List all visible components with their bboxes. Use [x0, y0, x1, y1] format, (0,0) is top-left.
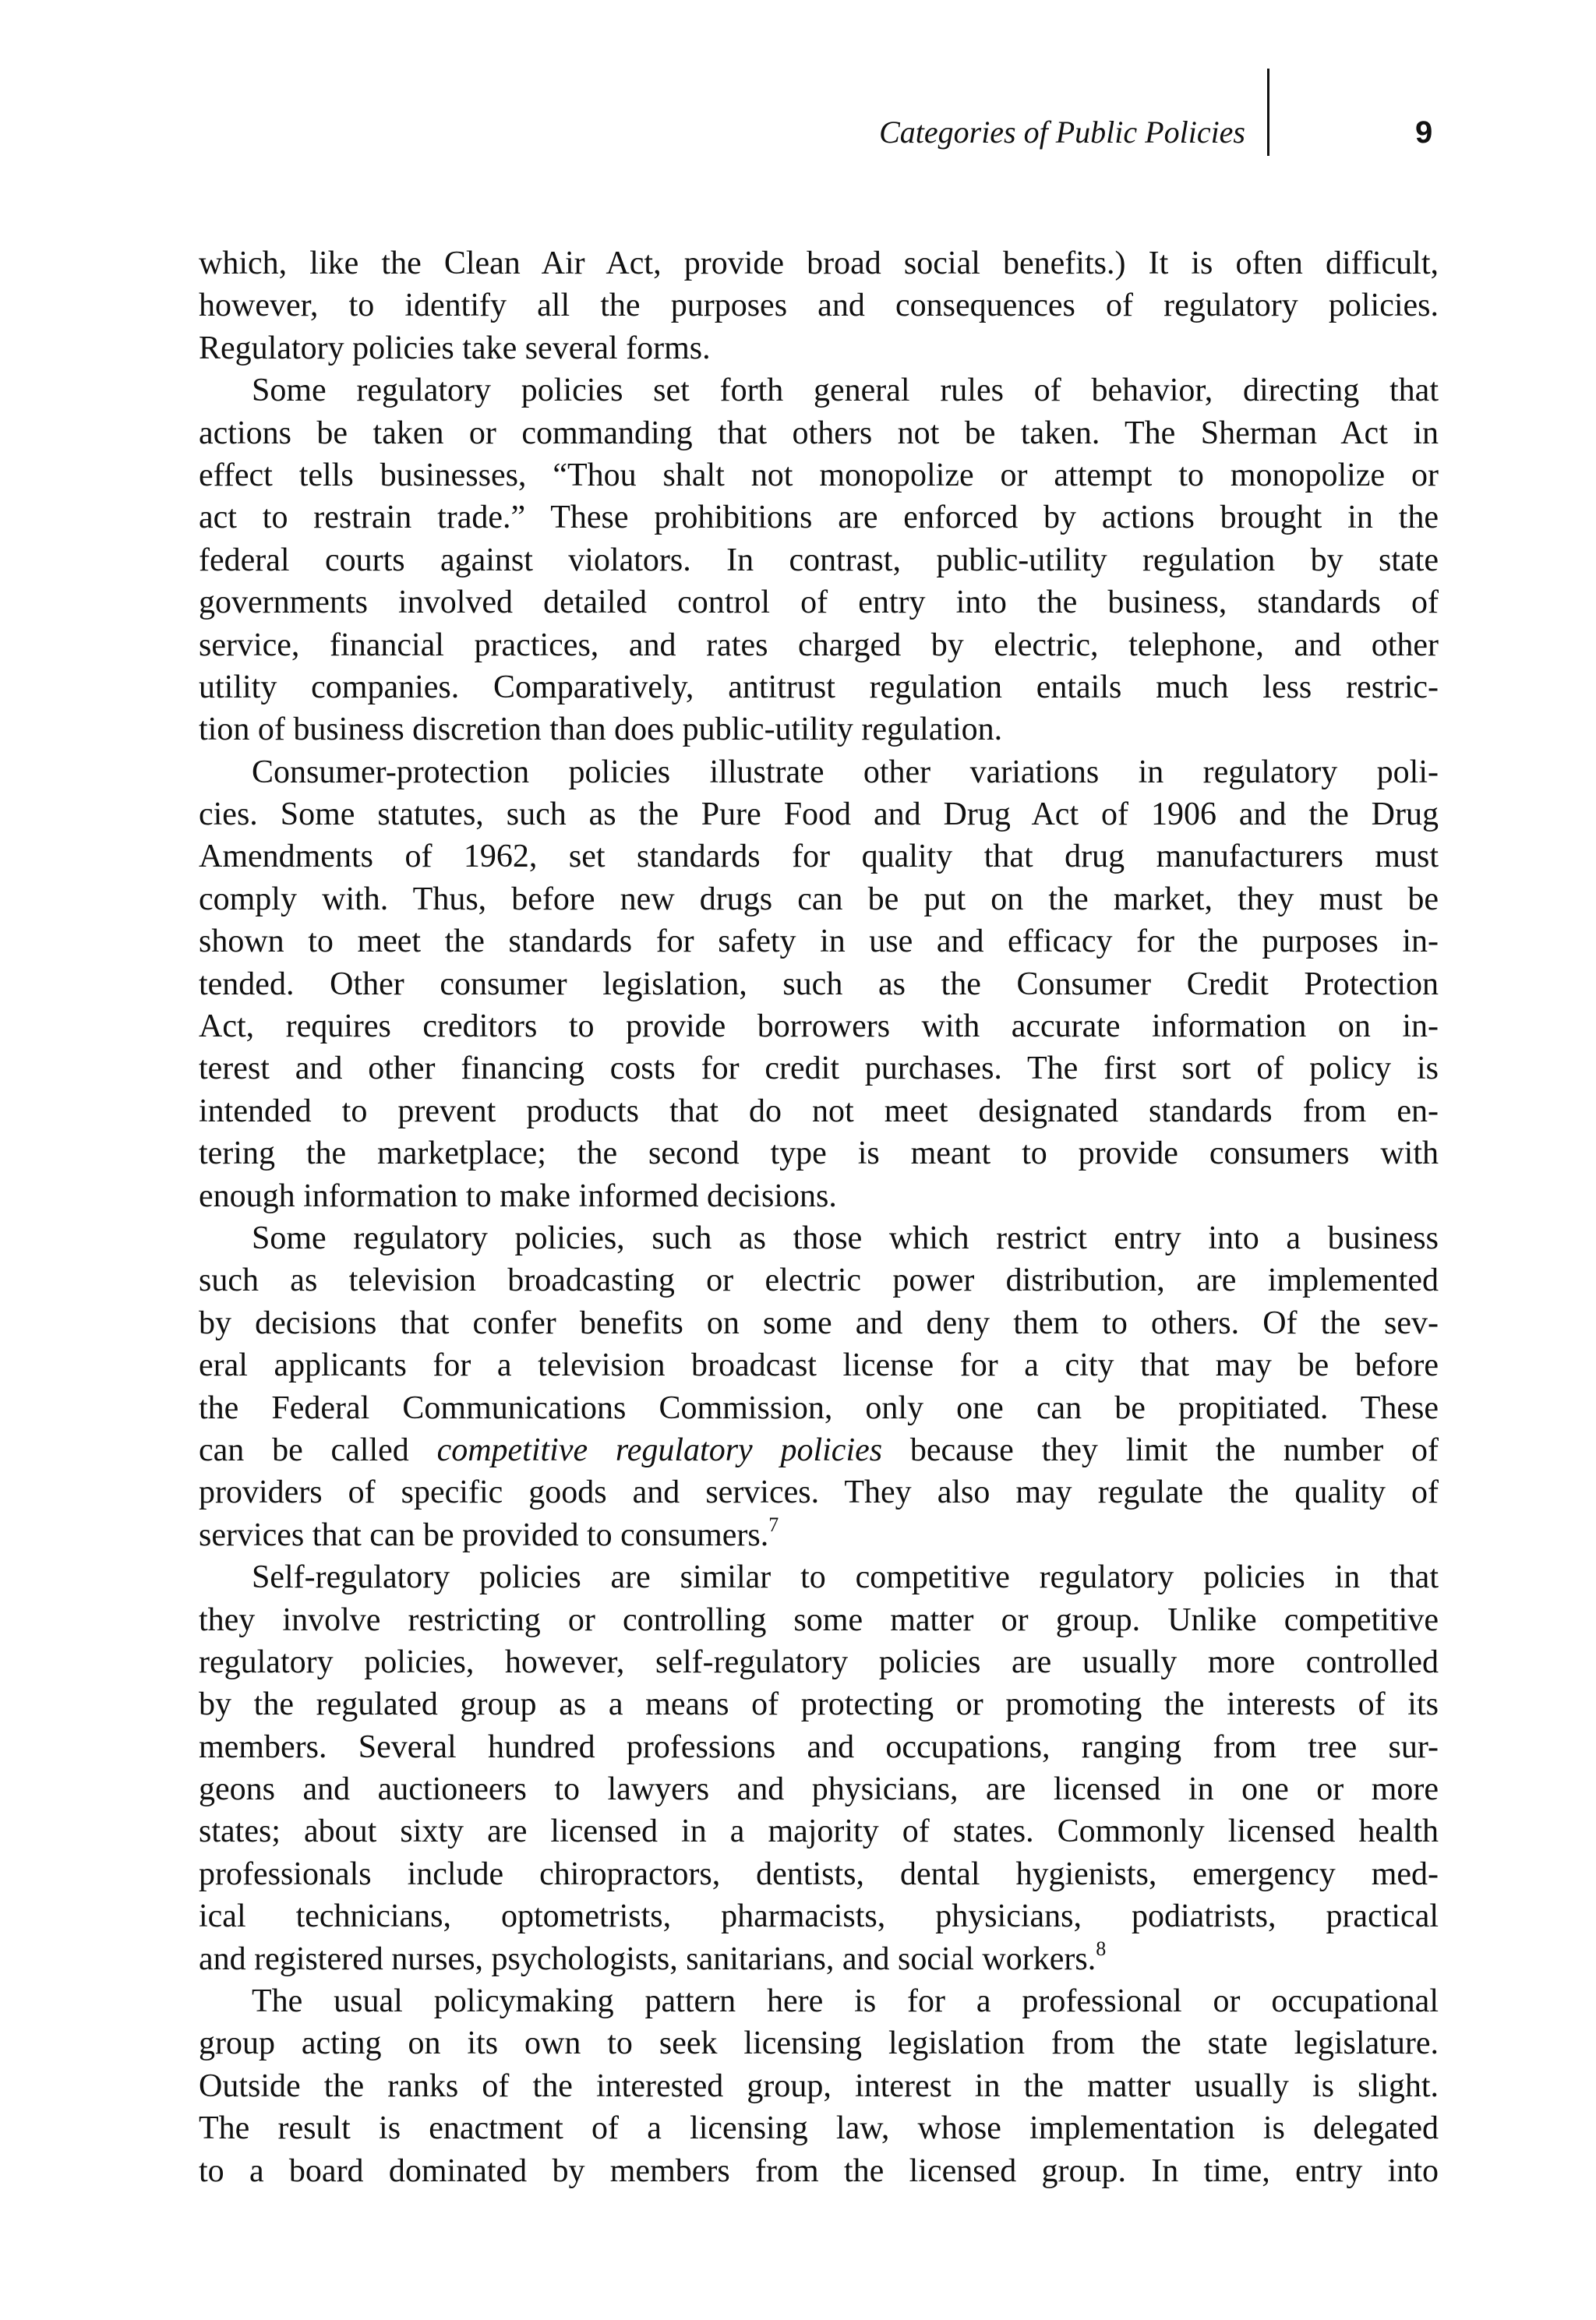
text-line: intended to prevent products that do not meet designated standards from en- — [199, 1093, 1439, 1129]
text-line: The result is enactment of a licensing law, whose implementation is delegated — [199, 2110, 1439, 2147]
text-line: they involve restricting or controlling some matter or group. Unlike competitive — [199, 1601, 1439, 1638]
text-line: group acting on its own to seek licensing legislation from the state legislature. — [199, 2025, 1439, 2062]
text-line: federal courts against violators. In contrast, public-utility regulation by state — [199, 542, 1439, 578]
text-line: by decisions that confer benefits on some and deny them to others. Of the sev- — [199, 1305, 1439, 1341]
text-line: Consumer-protection policies illustrate other variations in regulatory poli- — [252, 754, 1439, 790]
text-line: professionals include chiropractors, dentists, dental hygienists, emergency med- — [199, 1856, 1439, 1892]
text-line: eral applicants for a television broadcast license for a city that may be before — [199, 1347, 1439, 1384]
text-line: cies. Some statutes, such as the Pure Food and Drug Act of 1906 and the Drug — [199, 796, 1439, 833]
text-line: by the regulated group as a means of protecting or promoting the interests of its — [199, 1686, 1439, 1723]
running-head: Categories of Public Policies — [879, 115, 1245, 150]
paragraph — [199, 751, 1439, 1217]
paragraph — [199, 369, 1439, 751]
text-line: states; about sixty are licensed in a majority of states. Commonly licensed health — [199, 1813, 1439, 1850]
text-segment: and registered nurses, psychologists, sanitarians, and social workers. — [199, 1940, 1096, 1977]
text-line: comply with. Thus, before new drugs can be put on the market, they must be — [199, 881, 1439, 917]
text-line — [199, 1938, 1439, 1980]
text-line: governments involved detailed control of entry into the business, standards of — [199, 584, 1439, 621]
text-line: The usual policymaking pattern here is for a professional or occupational — [252, 1983, 1439, 2020]
text-line: effect tells businesses, “Thou shalt not monopolize or attempt to monopolize or — [199, 457, 1439, 493]
paragraph — [199, 1980, 1439, 2192]
text-line: Outside the ranks of the interested group, interest in the matter usually is slight. — [199, 2068, 1439, 2104]
footnote-ref: 8 — [1096, 1937, 1107, 1960]
footnote-ref: 7 — [768, 1513, 779, 1536]
text-line: Some regulatory policies, such as those which restrict entry into a business — [252, 1220, 1439, 1256]
text-line: regulatory policies, however, self-regulatory policies are usually more controlled — [199, 1644, 1439, 1680]
text-line: service, financial practices, and rates charged by electric, telephone, and other — [199, 627, 1439, 663]
text-line: to a board dominated by members from the licensed group. In time, entry into — [199, 2152, 1439, 2189]
text-line: enough information to make informed decisions. — [199, 1178, 837, 1214]
text-line: such as television broadcasting or electric power distribution, are implemented — [199, 1262, 1439, 1299]
text-line: Act, requires creditors to provide borrowers with accurate information on in- — [199, 1008, 1439, 1045]
text-line: utility companies. Comparatively, antitrust regulation entails much less restric- — [199, 669, 1439, 705]
italic-term: competitive regulatory policies — [436, 1432, 883, 1468]
text-segment: because they limit the number of — [882, 1432, 1439, 1468]
text-segment: can be called — [199, 1432, 437, 1468]
text-line: ical technicians, optometrists, pharmacists, physicians, podiatrists, practical — [199, 1898, 1439, 1935]
text-line — [199, 1514, 1439, 1556]
page-number: 9 — [1415, 115, 1433, 150]
text-line: tion of business discretion than does public-utility regulation. — [199, 712, 1003, 748]
text-line: geons and auctioneers to lawyers and physicians, are licensed in one or more — [199, 1771, 1439, 1808]
text-line: Amendments of 1962, set standards for quality that drug manufacturers must — [199, 839, 1439, 875]
paragraph — [199, 242, 1439, 369]
text-line: tering the marketplace; the second type is meant to provide consumers with — [199, 1135, 1439, 1172]
text-line: the Federal Communications Commission, only one can be propitiated. These — [199, 1390, 1439, 1426]
header-divider — [1267, 69, 1269, 156]
text-line: Some regulatory policies set forth general rules of behavior, directing that — [252, 373, 1439, 409]
paragraph — [199, 1556, 1439, 1980]
text-line: Self-regulatory policies are similar to competitive regulatory policies in that — [252, 1559, 1439, 1596]
text-line: shown to meet the standards for safety in use and efficacy for the purposes in- — [199, 923, 1439, 960]
text-line — [199, 1429, 1439, 1471]
paragraph — [199, 1217, 1439, 1556]
text-line: terest and other financing costs for credit purchases. The first sort of policy is — [199, 1051, 1439, 1087]
text-line: Regulatory policies take several forms. — [199, 330, 711, 366]
text-line: actions be taken or commanding that others not be taken. The Sherman Act in — [199, 415, 1439, 451]
text-line: which, like the Clean Air Act, provide broad social benefits.) It is often difficult, — [199, 245, 1439, 281]
text-line: act to restrain trade.” These prohibitions are enforced by actions brought in the — [199, 500, 1439, 536]
text-line: providers of specific goods and services. They also may regulate the quality of — [199, 1474, 1439, 1511]
text-line: tended. Other consumer legislation, such as the Consumer Credit Protection — [199, 966, 1439, 1002]
body-text — [199, 242, 1439, 2192]
text-line: however, to identify all the purposes and consequences of regulatory policies. — [199, 288, 1439, 324]
text-line: members. Several hundred professions and occupations, ranging from tree sur- — [199, 1729, 1439, 1765]
text-segment: services that can be provided to consumers. — [199, 1517, 769, 1553]
